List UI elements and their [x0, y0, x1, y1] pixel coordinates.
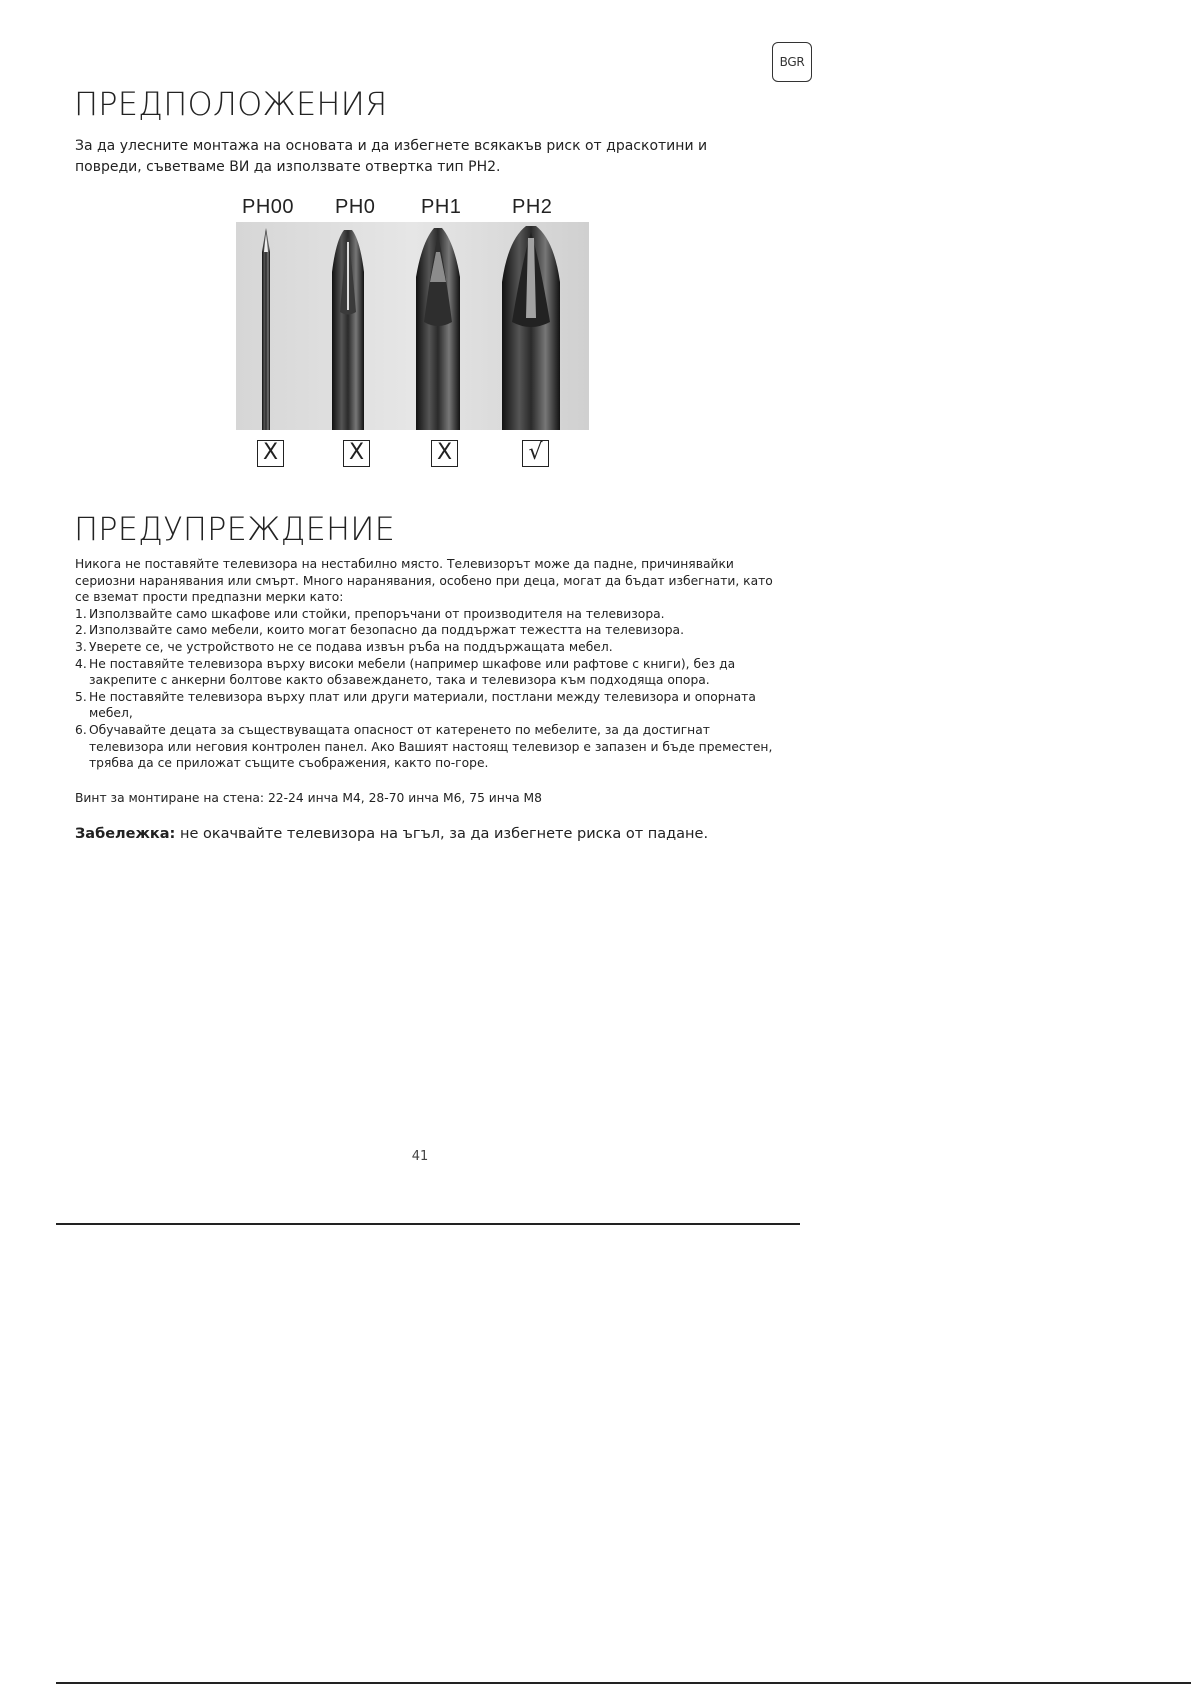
list-item-number: 5. — [75, 689, 87, 704]
list-item-number: 4. — [75, 656, 87, 671]
note-text: не окачвайте телевизора на ъгъл, за да избегнете риска от падане. — [175, 826, 709, 842]
not-suitable-mark-ph1: X — [431, 440, 458, 467]
wall-mount-screw-info: Винт за монтиране на стена: 22-24 инча M4, 28-70 инча M6, 75 инча M8 — [75, 791, 542, 805]
tip-label-ph00: PH00 — [242, 196, 295, 218]
not-suitable-mark-ph0: X — [343, 440, 370, 467]
list-item-text: Използвайте само шкафове или стойки, препоръчани от производителя на телевизора. — [89, 606, 665, 621]
list-item — [75, 656, 775, 689]
note — [75, 826, 708, 842]
tip-label-ph0: PH0 — [335, 196, 376, 218]
note-label: Забележка: — [75, 826, 176, 842]
list-item-number: 6. — [75, 722, 87, 737]
list-item-number: 1. — [75, 606, 87, 621]
page-divider — [56, 1223, 800, 1225]
list-item-text: Не поставяйте телевизора върху плат или други материали, постлани между телевизора и опорната мебел, — [89, 689, 756, 721]
bottom-divider — [56, 1682, 1191, 1684]
list-item-text: Не поставяйте телевизора върху високи мебели (например шкафове или рафтове с книги), без да закрепите с анкерни болтове както обзавеждането, така и телевизора към подходяща опора. — [89, 656, 736, 688]
warning-text — [75, 556, 775, 772]
assumptions-text: За да улесните монтажа на основата и да избегнете всякакъв риск от драскотини и повреди, съветваме ВИ да използвате отвертка тип PH2. — [75, 138, 708, 175]
warning-list — [75, 606, 775, 772]
list-item — [75, 622, 775, 639]
list-item — [75, 606, 775, 623]
warning-intro: Никога не поставяйте телевизора на нестабилно място. Телевизорът може да падне, причинявайки сериозни наранявания или смърт. Много наранявания, особено при деца, могат да бъдат избегнати, като се вземат прости предпазни мерки като: — [75, 557, 773, 605]
suitable-check-mark-ph2: √ — [522, 440, 549, 467]
tip-label-ph2: PH2 — [512, 196, 553, 218]
screwdriver-figure — [232, 196, 597, 476]
warning-heading: ПРЕДУПРЕЖДЕНИЕ — [74, 510, 396, 548]
list-item — [75, 722, 775, 772]
list-item-text: Обучавайте децата за съществуващата опасност от катеренето по мебелите, за да достигнат телевизора или неговия контролен панел. Ако Вашият настоящ телевизор е запазен и бъде преместен, трябва да се приложат същите съображения, както по-горе. — [89, 722, 773, 771]
list-item — [75, 639, 775, 656]
list-item-text: Уверете се, че устройството не се подава извън ръба на поддържащата мебел. — [89, 639, 613, 654]
list-item-number: 3. — [75, 639, 87, 654]
list-item-number: 2. — [75, 623, 87, 638]
list-item-text: Използвайте само мебели, които могат безопасно да поддържат тежестта на телевизора. — [89, 623, 684, 638]
list-item — [75, 689, 775, 722]
assumptions-heading: ПРЕДПОЛОЖЕНИЯ — [74, 85, 388, 123]
not-suitable-mark-ph00: X — [257, 440, 284, 467]
tip-label-ph1: PH1 — [421, 196, 462, 218]
language-badge: BGR — [772, 42, 812, 82]
page-number: 41 — [411, 1149, 429, 1164]
screwdriver-tips-photo — [236, 222, 589, 430]
